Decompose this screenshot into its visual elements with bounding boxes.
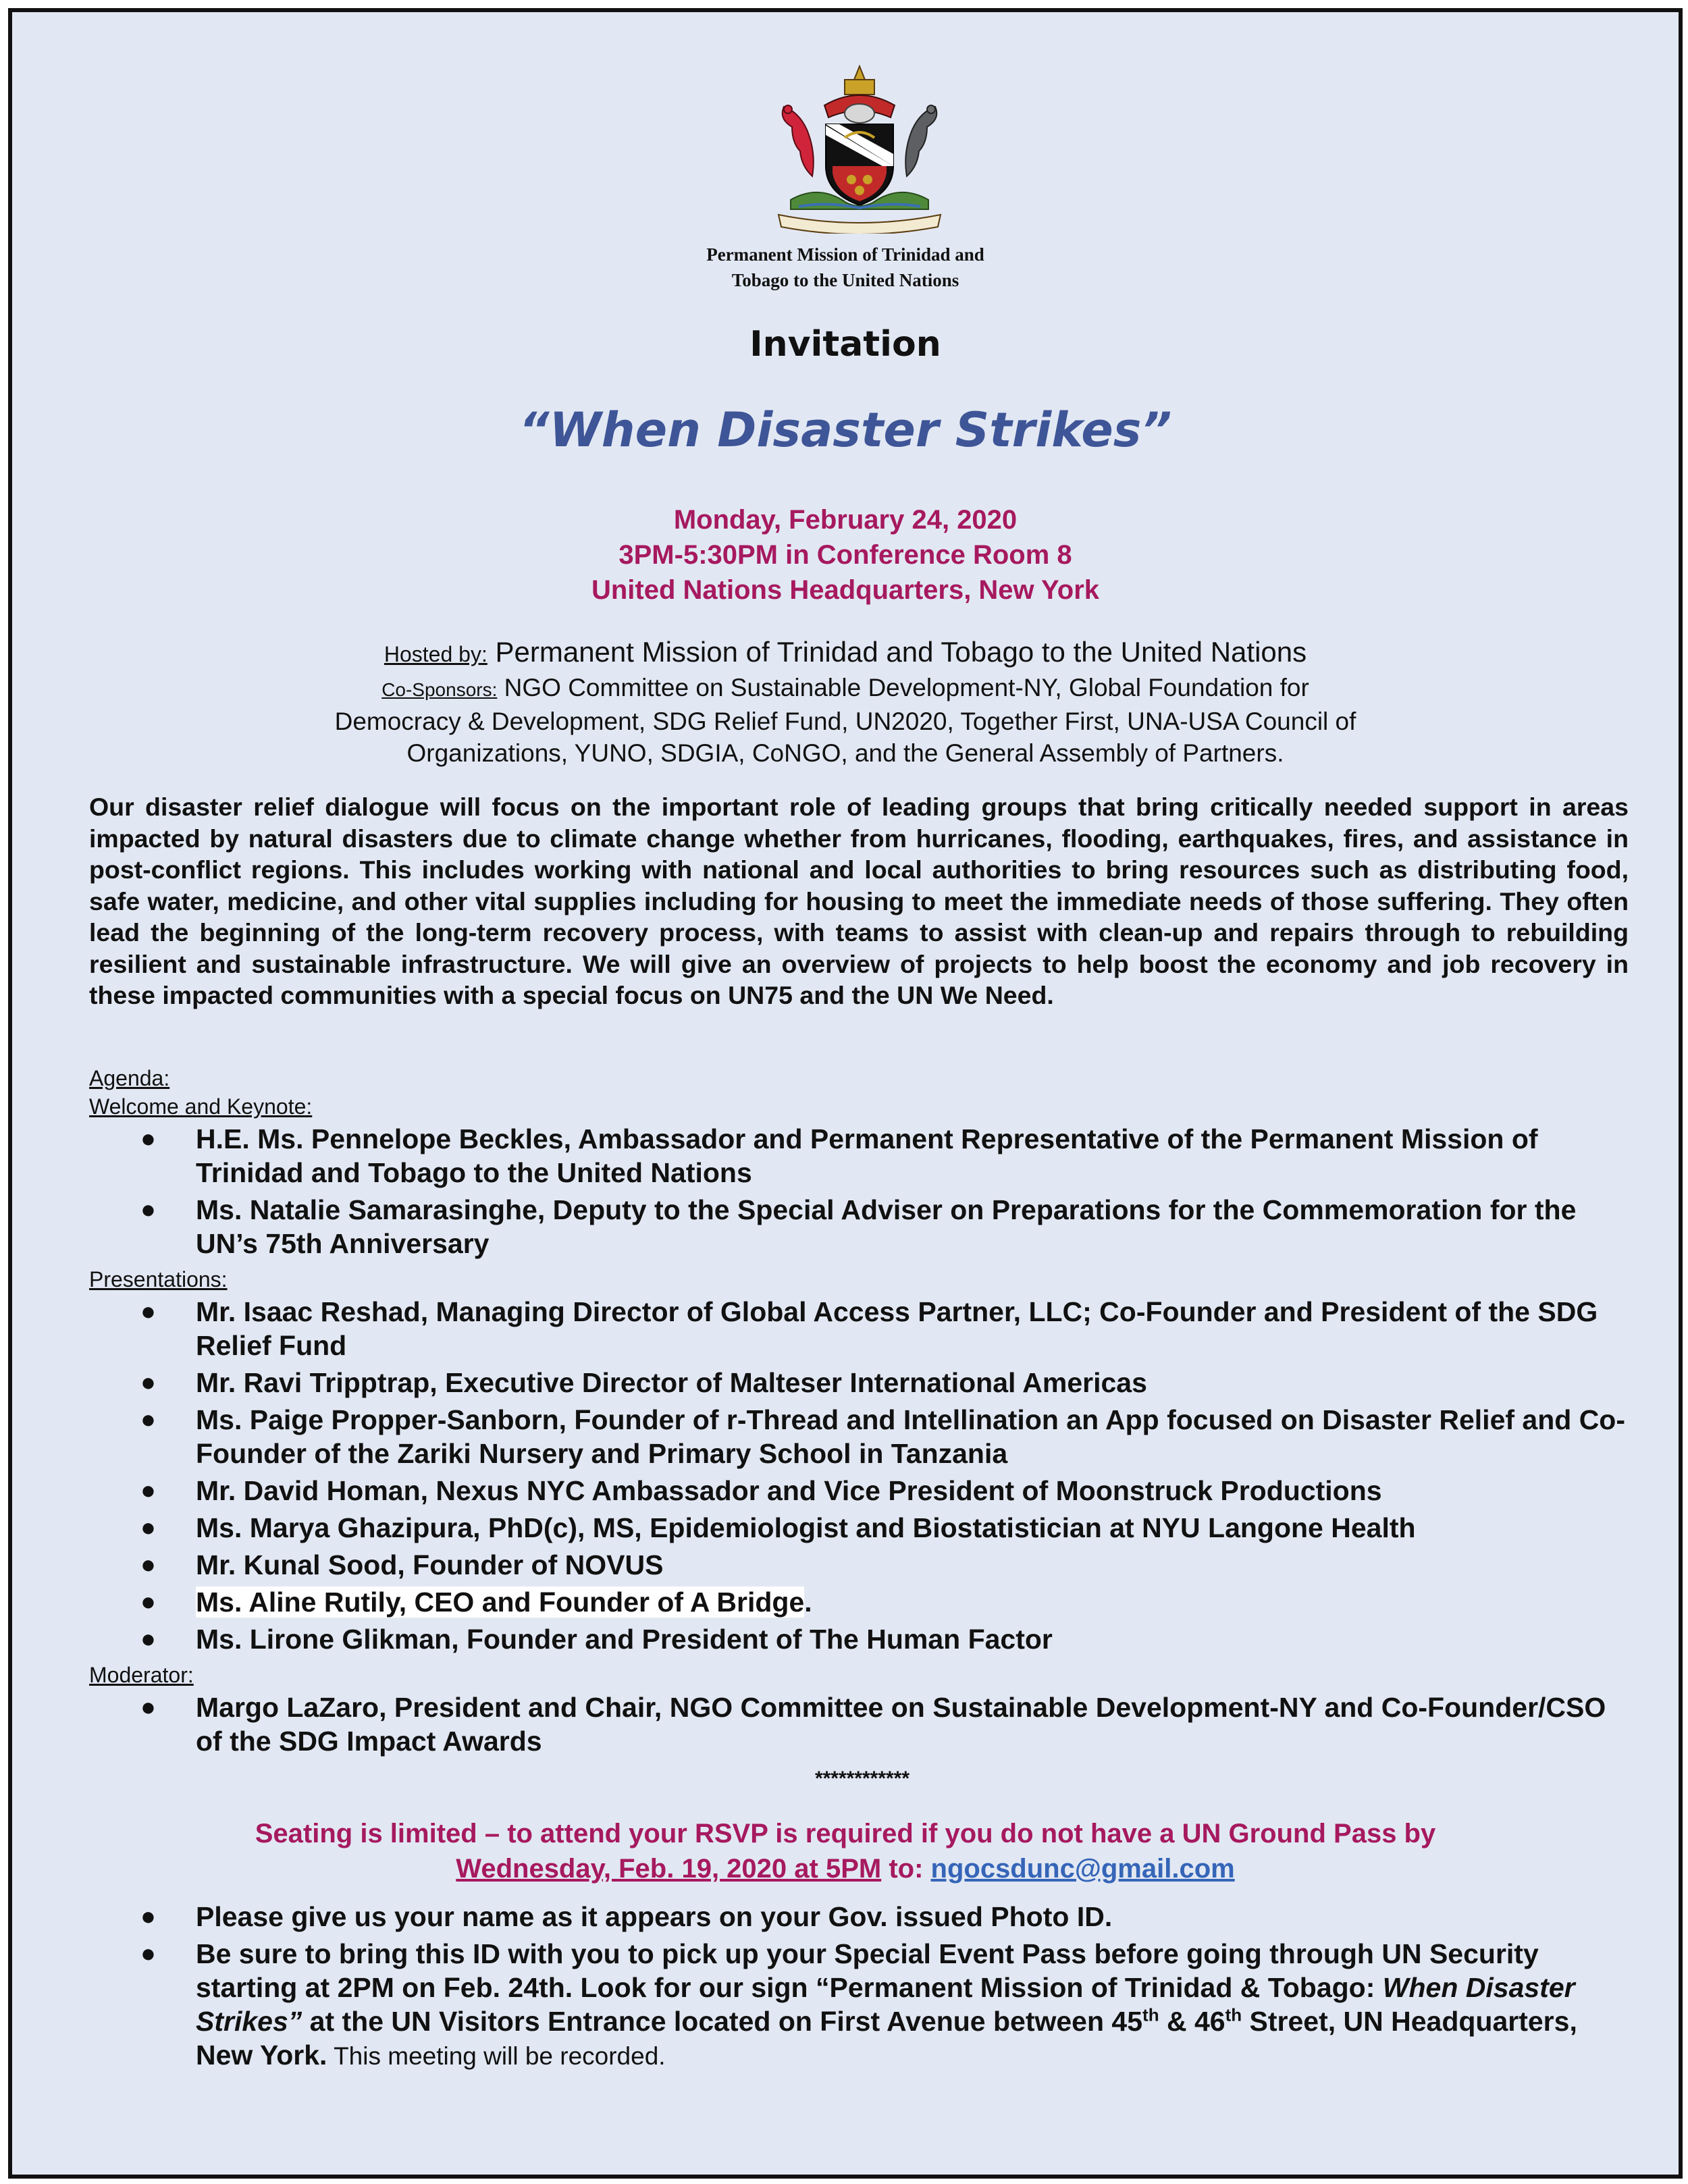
list-item xyxy=(89,1900,1635,1934)
event-date: Monday, February 24, 2020 xyxy=(673,505,1018,535)
note-italic-title: When Disaster Strikes” xyxy=(196,1972,1575,2037)
hosts-section xyxy=(12,635,1679,769)
mission-name xyxy=(12,242,1679,293)
notes-list xyxy=(89,1900,1635,2073)
list-item: ● Ms. Aline Rutily, CEO and Founder of A Bridge. xyxy=(140,1587,812,1618)
welcome-list xyxy=(89,1122,1635,1260)
bullet-icon: ● xyxy=(140,1940,156,1968)
speaker-text: Ms. Lirone Glikman, Founder and President of The Human Factor xyxy=(196,1624,1053,1655)
cosponsors-line-2: Democracy & Development, SDG Relief Fund, UN2020, Together First, UNA-USA Council of xyxy=(334,708,1356,735)
coat-of-arms-emblem xyxy=(772,65,947,234)
presentations-list xyxy=(89,1295,1635,1656)
note-text: at the UN Visitors Entrance located on First Avenue between 45 xyxy=(302,2006,1143,2037)
superscript: th xyxy=(1142,2004,1159,2025)
bullet-icon: ● xyxy=(140,1514,156,1542)
bullet-icon: ● xyxy=(140,1625,156,1653)
speaker-text: Mr. David Homan, Nexus NYC Ambassador and Vice President of Moonstruck Productions xyxy=(196,1475,1382,1506)
cosponsors-line-1: NGO Committee on Sustainable Development-NY, Global Foundation for xyxy=(497,674,1309,701)
speaker-text: Mr. Isaac Reshad, Managing Director of Global Access Partner, LLC; Co-Founder and President of the SDG Relief Fund xyxy=(196,1296,1598,1361)
bullet-icon: ● xyxy=(140,1368,156,1397)
speaker-text: Ms. Aline Rutily, CEO and Founder of A Bridge xyxy=(196,1587,805,1618)
speaker-text: Ms. Paige Propper-Sanborn, Founder of r-Thread and Intellination an App focused on Disaster Relief and Co-Founder of the Zariki Nursery and Primary School in Tanzania xyxy=(196,1404,1626,1469)
hosted-by-label: Hosted by: xyxy=(384,642,487,666)
list-item xyxy=(89,1548,1635,1582)
agenda-section xyxy=(89,1063,1635,1793)
list-item xyxy=(89,1474,1635,1508)
moderator-label: Moderator: xyxy=(89,1663,194,1687)
superscript: th xyxy=(1225,2004,1242,2025)
bullet-icon: ● xyxy=(140,1125,156,1153)
cosponsors-line-3: Organizations, YUNO, SDGIA, CoNGO, and the General Assembly of Partners. xyxy=(406,739,1284,767)
list-item xyxy=(89,1122,1635,1190)
note-text: & 46 xyxy=(1159,2006,1225,2037)
rsvp-to: to: xyxy=(881,1854,931,1884)
bullet-icon: ● xyxy=(140,1298,156,1326)
invitation-page xyxy=(12,12,1679,2175)
speaker-text: H.E. Ms. Pennelope Beckles, Ambassador and Permanent Representative of the Permanent Mission of Trinidad and Tobago to the United Nations xyxy=(196,1123,1538,1188)
note-text: Please give us your name as it appears on your Gov. issued Photo ID. xyxy=(196,1901,1113,1932)
moderator-list xyxy=(89,1690,1635,1758)
speaker-text: Mr. Ravi Tripptrap, Executive Director of Malteser International Americas xyxy=(196,1367,1147,1398)
mission-line-2: Tobago to the United Nations xyxy=(731,270,959,290)
cosponsors-label: Co-Sponsors: xyxy=(381,679,498,700)
bullet-icon: ● xyxy=(140,1196,156,1224)
bullet-icon: ● xyxy=(140,1406,156,1434)
hosted-by-value: Permanent Mission of Trinidad and Tobago to the United Nations xyxy=(487,636,1307,668)
event-description: Our disaster relief dialogue will focus on the important role of leading groups that bring critically needed support in areas impacted by natural disasters due to climate change whether from hurricanes, flooding, earthquakes, fires, and assistance in post-conflict regions. This includes working with national and local authorities to bring resources such as distributing food, safe water, medicine, and other vital supplies including for housing to meet the immediate needs of those suffering. They often lead the beginning of the long-term recovery process, with teams to assist with clean-up and repairs through to rebuilding resilient and sustainable infrastructure. We will give an overview of projects to help boost the economy and job recovery in these impacted communities with a special focus on UN75 and the UN We Need. xyxy=(89,793,1629,1009)
bullet-icon: ● xyxy=(140,1588,156,1616)
bullet-icon: ● xyxy=(140,1551,156,1579)
note-text: Be sure to bring this ID with you to pick up your Special Event Pass before going through UN Security starting at 2PM on Feb. 24th. Look for our sign “Permanent Mission of Trinidad & Tobago: xyxy=(196,1938,1539,2003)
agenda-label: Agenda: xyxy=(89,1066,170,1090)
event-time-room: 3PM-5:30PM in Conference Room 8 xyxy=(618,540,1072,570)
bullet-icon: ● xyxy=(140,1693,156,1722)
list-item xyxy=(89,1366,1635,1400)
rsvp-section xyxy=(12,1816,1679,1886)
speaker-text: Mr. Kunal Sood, Founder of NOVUS xyxy=(196,1549,664,1580)
event-details xyxy=(12,502,1679,608)
event-location: United Nations Headquarters, New York xyxy=(591,575,1100,605)
bullet-icon: ● xyxy=(140,1476,156,1505)
list-item xyxy=(89,1193,1635,1260)
list-item xyxy=(89,1937,1635,2073)
list-item xyxy=(89,1511,1635,1545)
mission-line-1: Permanent Mission of Trinidad and xyxy=(706,244,984,265)
welcome-keynote-label: Welcome and Keynote: xyxy=(89,1094,313,1119)
rsvp-deadline: Wednesday, Feb. 19, 2020 at 5PM xyxy=(456,1854,882,1884)
recording-note: This meeting will be recorded. xyxy=(327,2042,666,2070)
invitation-heading: Invitation xyxy=(749,324,941,365)
list-item xyxy=(89,1295,1635,1362)
list-item xyxy=(89,1403,1635,1470)
speaker-text: Ms. Marya Ghazipura, PhD(c), MS, Epidemiologist and Biostatistician at NYU Langone Health xyxy=(196,1512,1416,1543)
event-title: “When Disaster Strikes” xyxy=(519,402,1172,458)
presentations-label: Presentations: xyxy=(89,1267,228,1291)
speaker-text: Margo LaZaro, President and Chair, NGO Committee on Sustainable Development-NY and Co-Founder/CSO of the SDG Impact Awards xyxy=(196,1692,1606,1757)
rsvp-line-1: Seating is limited – to attend your RSVP is required if you do not have a UN Ground Pass by xyxy=(255,1819,1436,1848)
rsvp-email-link[interactable]: ngocsdunc@gmail.com xyxy=(930,1854,1235,1884)
bullet-icon: ● xyxy=(140,1902,156,1931)
list-item xyxy=(89,1690,1635,1758)
speaker-text: Ms. Natalie Samarasinghe, Deputy to the Special Adviser on Preparations for the Commemoration for the UN’s 75th Anniversary xyxy=(196,1194,1577,1259)
document-frame xyxy=(8,8,1683,2179)
list-item xyxy=(89,1622,1635,1656)
separator: ************ xyxy=(814,1767,910,1790)
note-text: Street, UN Headquarters, New York. xyxy=(196,2006,1577,2071)
notes-section xyxy=(89,1900,1635,2077)
